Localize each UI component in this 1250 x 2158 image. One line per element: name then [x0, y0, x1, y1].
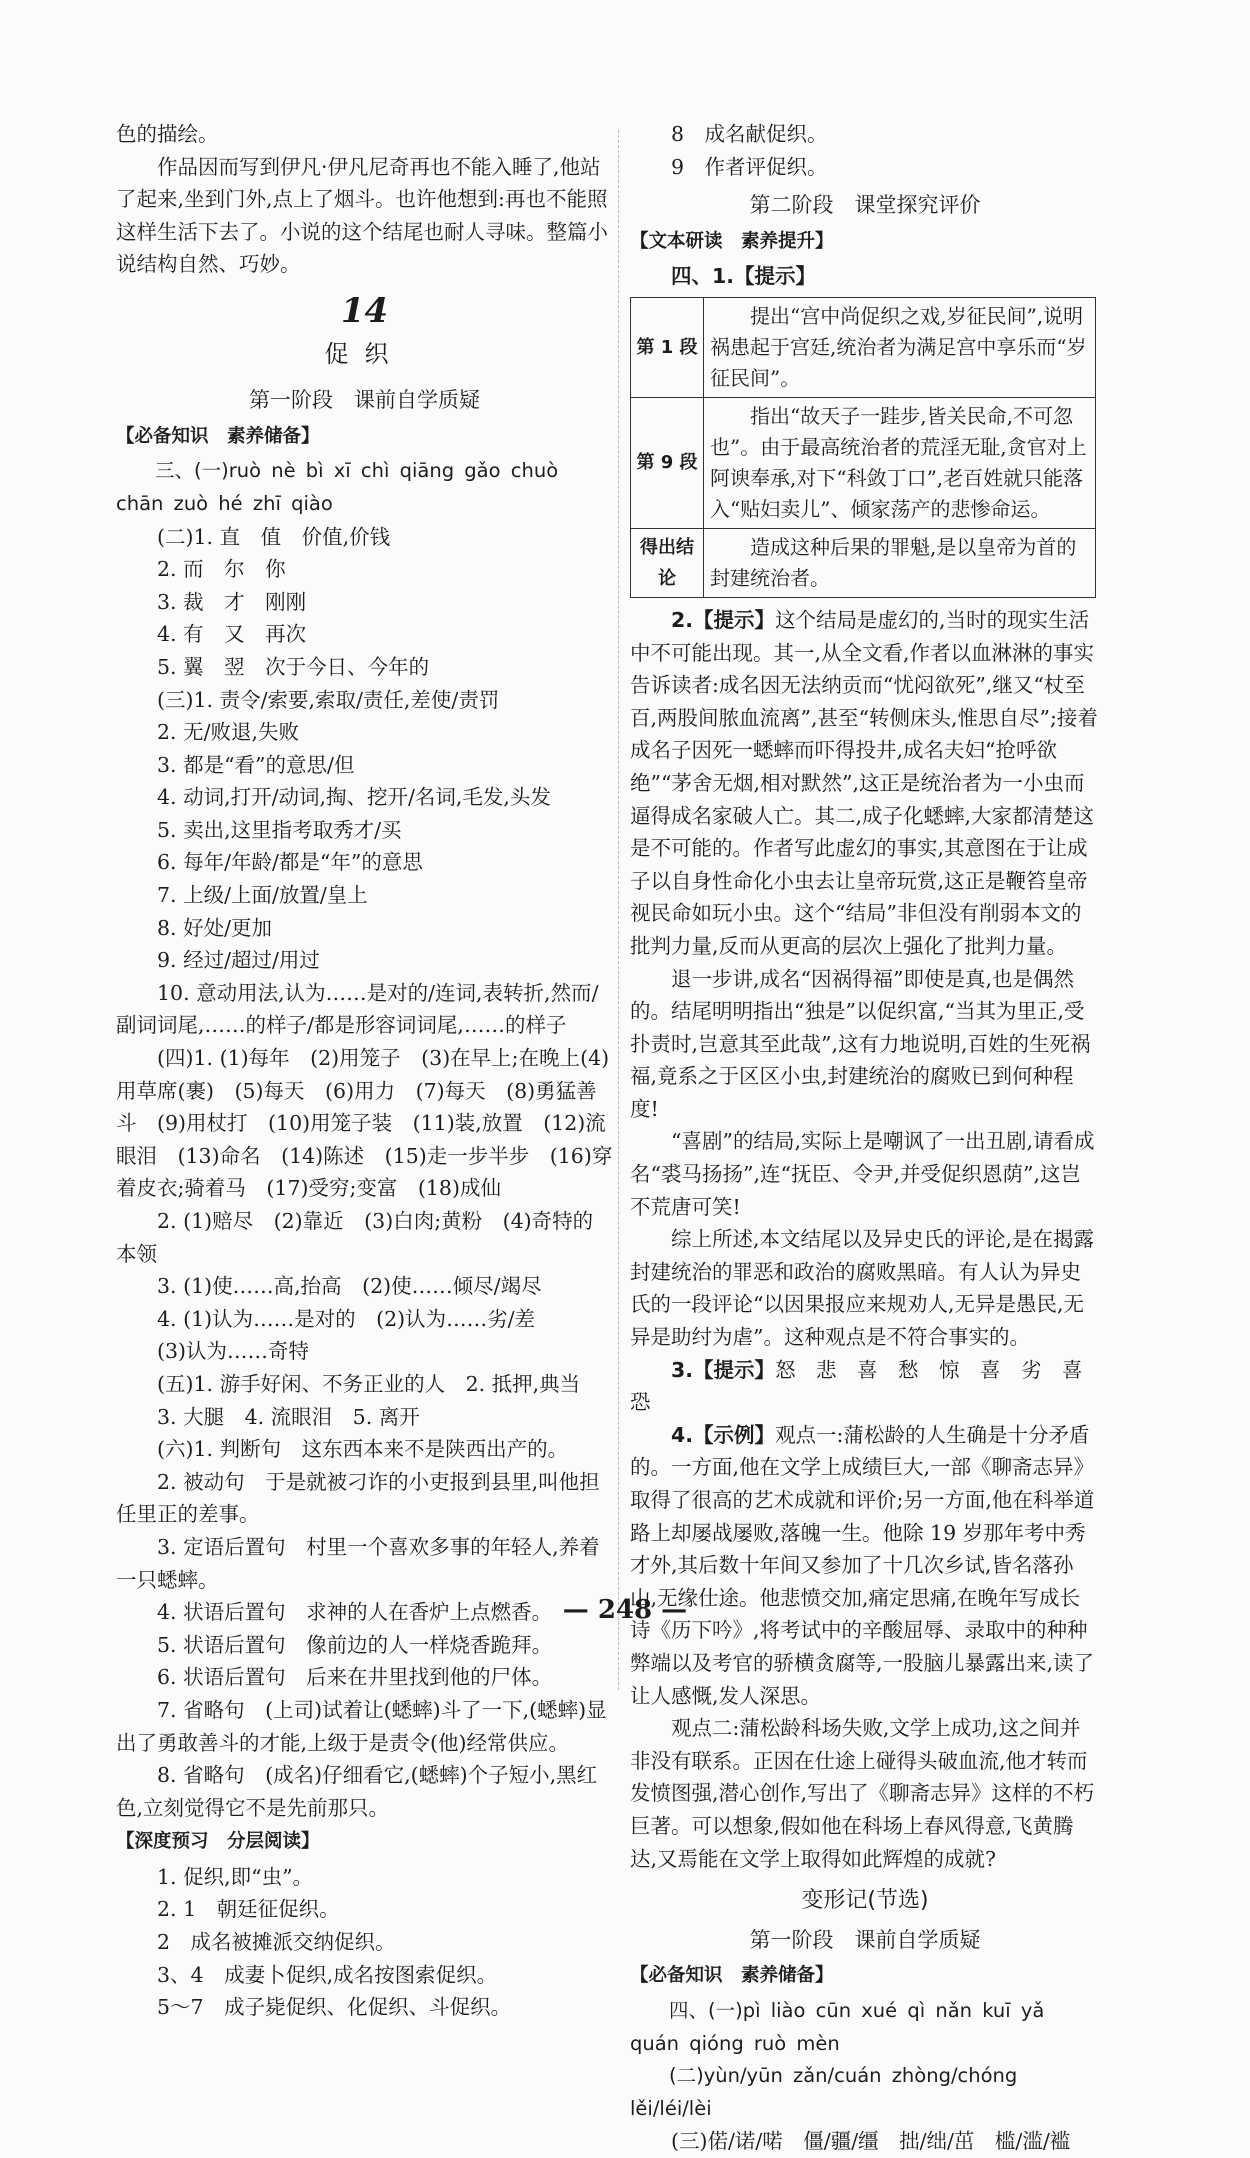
answer-line: 4. 状语后置句 求神的人在香炉上点燃香。	[157, 1600, 553, 1625]
answer-line: 4. 有 又 再次	[157, 622, 307, 647]
answer-line: (二)1. 直 值 价值,价钱	[157, 524, 391, 549]
pinyin-line: quán qióng ruò mèn	[630, 2031, 840, 2055]
lesson-title: 促织	[324, 339, 405, 368]
q1-label: 四、1.【提示】	[671, 264, 817, 289]
answer-line: 5. 翼 翌 次于今日、今年的	[157, 654, 430, 679]
section-box-2: 【深度预习 分层阅读】	[116, 1831, 320, 1853]
section-box-3: 【文本研读 素养提升】	[630, 230, 834, 252]
analysis-table	[630, 297, 1096, 598]
answer-line: 6. 每年/年龄/都是“年”的意思	[157, 850, 423, 875]
answer-line: 3. 都是“看”的意思/但	[157, 752, 355, 777]
table-row	[631, 297, 1096, 397]
a2-tag: 2.【提示】	[671, 607, 776, 632]
outline-line: 9 作者评促织。	[671, 154, 828, 179]
answer-line: 3. 裁 才 刚刚	[157, 589, 307, 614]
preview-line: 3、4 成妻卜促织,成名按图索促织。	[157, 1962, 498, 1987]
answer-line: 9. 经过/超过/用过	[157, 948, 320, 973]
answer-line: 2. 而 尔 你	[157, 557, 286, 582]
stage-2-heading: 第二阶段 课堂探究评价	[749, 193, 981, 218]
a3-tag: 3.【提示】	[671, 1357, 776, 1382]
a4-text: 观点一:蒲松龄的人生确是十分矛盾的。一方面,他在文学上成绩巨大,一部《聊斋志异》取得了很高的艺术成就和评价;另一方面,他在科举道路上却屡战屡败,落魄一生。他除 19 岁那年考中秀才外,其后数十年间又参加了十几次乡试,皆名落孙山,无缘仕途。他悲愤交加,痛定思痛,在晚年写成长诗《历下吟》,将考试中的辛酸屈辱、录取中的种种弊端以及考官的骄横贪腐等,一股脑儿暴露出来,读了让人感慨,发人深思。	[630, 1422, 1095, 1708]
answer-2-paragraph: 综上所述,本文结尾以及异史氏的评论,是在揭露封建统治的罪恶和政治的腐败黑暗。有人认为异史氏的一段评论“以因果报应来规劝人,无异是愚民,无异是助纣为虐”。这种观点是不符合事实的。	[630, 1227, 1095, 1350]
answer-line: 2. (1)赔尽 (2)靠近 (3)白肉;黄粉 (4)奇特的本领	[116, 1209, 594, 1266]
column-divider	[618, 130, 619, 1690]
intro-paragraph: 作品因而写到伊凡·伊凡尼奇再也不能入睡了,他站了起来,坐到门外,点上了烟斗。也许他想到:再也不能照这样生活下去了。小说的这个结尾也耐人寻味。整篇小说结构自然、巧妙。	[116, 154, 608, 277]
pinyin-line: (二)yùn/yūn zǎn/cuán zhòng/chóng lěi/léi/lèi	[630, 2064, 1018, 2120]
answer-line: 5. 卖出,这里指考取秀才/买	[157, 817, 402, 842]
answer-line: 3. 定语后置句 村里一个喜欢多事的年轻人,养着一只蟋蟀。	[116, 1534, 600, 1592]
preview-line: 2. 1 朝廷征促织。	[157, 1897, 340, 1922]
table-row	[631, 397, 1096, 528]
answer-line: 4. (1)认为……是对的 (2)认为……劣/差	[157, 1306, 536, 1331]
preview-line: 5～7 成子毙促织、化促织、斗促织。	[157, 1995, 512, 2020]
answer-line: 3. (1)使……高,抬高 (2)使……倾尽/竭尽	[157, 1274, 542, 1299]
pinyin-line: 四、(一)pì liào cūn xué qì nǎn kuī yǎ	[669, 1998, 1045, 2022]
page-number: — 248 —	[562, 1595, 688, 1625]
answer-line: (三)1. 责令/索要,索取/责任,差使/责罚	[157, 687, 500, 712]
answer-line: 4. 动词,打开/动词,掏、挖开/名词,毛发,头发	[157, 785, 551, 810]
answer-4-paragraph: 观点二:蒲松龄科场失败,文学上成功,这之间并非没有联系。正因在仕途上碰得头破血流,他才转而发愤图强,潜心创作,写出了《聊斋志异》这样的不朽巨著。可以想象,假如他在科场上春风得意,飞黄腾达,又焉能在文学上取得如此辉煌的成就?	[630, 1716, 1095, 1871]
stage-1b-heading: 第一阶段 课前自学质疑	[749, 1927, 981, 1952]
answer-line: 8. 好处/更加	[157, 915, 272, 940]
stage-1-heading: 第一阶段 课前自学质疑	[249, 388, 480, 413]
lesson-number: 14	[340, 290, 389, 331]
preview-line: 2 成名被摊派交纳促织。	[157, 1930, 396, 1955]
table-row	[631, 528, 1096, 597]
answer-line: (五)1. 游手好闲、不务正业的人 2. 抵押,典当	[157, 1371, 581, 1396]
answer-line: 2. 无/败退,失败	[157, 720, 299, 745]
row-text: 指出“故天子一跬步,皆关民命,不可忽也”。由于最高统治者的荒淫无耻,贪官对上阿谀奉承,对下“科敛丁口”,老百姓就只能落入“贴妇卖儿”、倾家荡产的悲惨命运。	[704, 397, 1096, 528]
answer-line: 8. 省略句 (成名)仔细看它,(蟋蟀)个子短小,黑红色,立刻觉得它不是先前那只。	[116, 1763, 598, 1820]
row-label: 得出结论	[631, 528, 704, 597]
next-lesson-title: 变形记(节选)	[801, 1888, 929, 1914]
answer-line: 2. 被动句 于是就被刁诈的小吏报到县里,叫他担任里正的差事。	[116, 1469, 600, 1527]
answer-line: 5. 状语后置句 像前边的人一样烧香跪拜。	[157, 1632, 553, 1657]
preview-line: 1. 促织,即“虫”。	[157, 1864, 314, 1889]
a2-text: 这个结局是虚幻的,当时的现实生活中不可能出现。其一,从全文看,作者以血淋淋的事实告诉读者:成名因无法纳贡而“忧闷欲死”,继又“杖至百,两股间脓血流离”,甚至“转侧床头,惟思自尽”;接着成名子因死一蟋蟀而吓得投井,成名夫妇“抢呼欲绝”“茅舍无烟,相对默然”,这正是统治者为一小虫而逼得成名家破人亡。其二,成子化蟋蟀,大家都清楚这是不可能的。作者写此虚幻的事实,其意图在于让成子以自身性命化小虫去让皇帝玩赏,这正是鞭笞皇帝视民命如玩小虫。这个“结局”非但没有削弱本文的批判力量,反而从更高的层次上强化了批判力量。	[630, 607, 1098, 958]
answer-2-paragraph: 退一步讲,成名“因祸得福”即使是真,也是偶然的。结尾明明指出“独是”以促织富,“当其为里正,受扑责时,岂意其至此哉”,这有力地说明,百姓的生死祸福,竟系之于区区小虫,封建统治的腐败已到何种程度!	[630, 966, 1091, 1121]
row-text: 提出“宫中尚促织之戏,岁征民间”,说明祸患起于宫廷,统治者为满足宫中享乐而“岁征民间”。	[704, 297, 1096, 397]
pinyin-line-2: chān zuò hé zhī qiào	[116, 491, 333, 515]
a4-tag: 4.【示例】	[671, 1422, 776, 1447]
answer-line: 7. 省略句 (上司)试着让(蟋蟀)斗了一下,(蟋蟀)显出了勇敢善斗的才能,上级于是责令(他)经常供应。	[116, 1697, 607, 1755]
outline-line: 8 成名献促织。	[671, 122, 828, 146]
answer-3-line	[630, 1354, 1104, 1419]
right-column	[630, 118, 1104, 2158]
a3-text: 怒 悲 喜 愁 惊 喜 劣 喜 恐	[630, 1357, 1104, 1415]
section-box-4: 【必备知识 素养储备】	[630, 1965, 834, 1987]
pinyin-line-1: 三、(一)ruò nè bì xī chì qiāng gǎo chuò	[155, 459, 559, 483]
row-text: 造成这种后果的罪魁,是以皇帝为首的封建统治者。	[704, 528, 1096, 597]
answer-line: 7. 上级/上面/放置/皇上	[157, 883, 368, 908]
row-label: 第 1 段	[631, 297, 704, 397]
answer-line: (四)1. (1)每年 (2)用笼子 (3)在早上;在晚上(4)用草席(裹) (5)每天 (6)用力 (7)每天 (8)勇猛善斗 (9)用杖打 (10)用笼子装 (11)装,放置 (12)流眼泪 (13)命名 (14)陈述 (15)走一步半步 (16)穿着皮衣;骑着马 (17)受穷;变富 (18)成仙	[116, 1046, 613, 1201]
answer-line: (3)认为……奇特	[157, 1339, 310, 1364]
character-line: (三)偌/诺/喏 僵/疆/缰 拙/绌/茁 槛/滥/褴	[671, 2129, 1071, 2154]
answer-4-paragraph	[630, 1419, 1100, 1712]
answer-line: (六)1. 判断句 这东西本来不是陕西出产的。	[157, 1437, 569, 1462]
left-column	[116, 118, 613, 2024]
answer-2-paragraph: “喜剧”的结局,实际上是嘲讽了一出丑剧,请看成名“裘马扬扬”,连“抚臣、令尹,并受促织恩荫”,这岂不荒唐可笑!	[630, 1129, 1095, 1219]
section-box-1: 【必备知识 素养储备】	[116, 425, 320, 447]
answer-line: 6. 状语后置句 后来在井里找到他的尸体。	[157, 1665, 553, 1690]
intro-line-1: 色的描绘。	[116, 122, 219, 146]
answer-2-paragraph	[630, 604, 1100, 963]
answer-line: 3. 大腿 4. 流眼泪 5. 离开	[157, 1404, 420, 1429]
row-label: 第 9 段	[631, 397, 704, 528]
answer-line: 10. 意动用法,认为……是对的/连词,表转折,然而/副词词尾,……的样子/都是形容词词尾,……的样子	[116, 980, 599, 1038]
